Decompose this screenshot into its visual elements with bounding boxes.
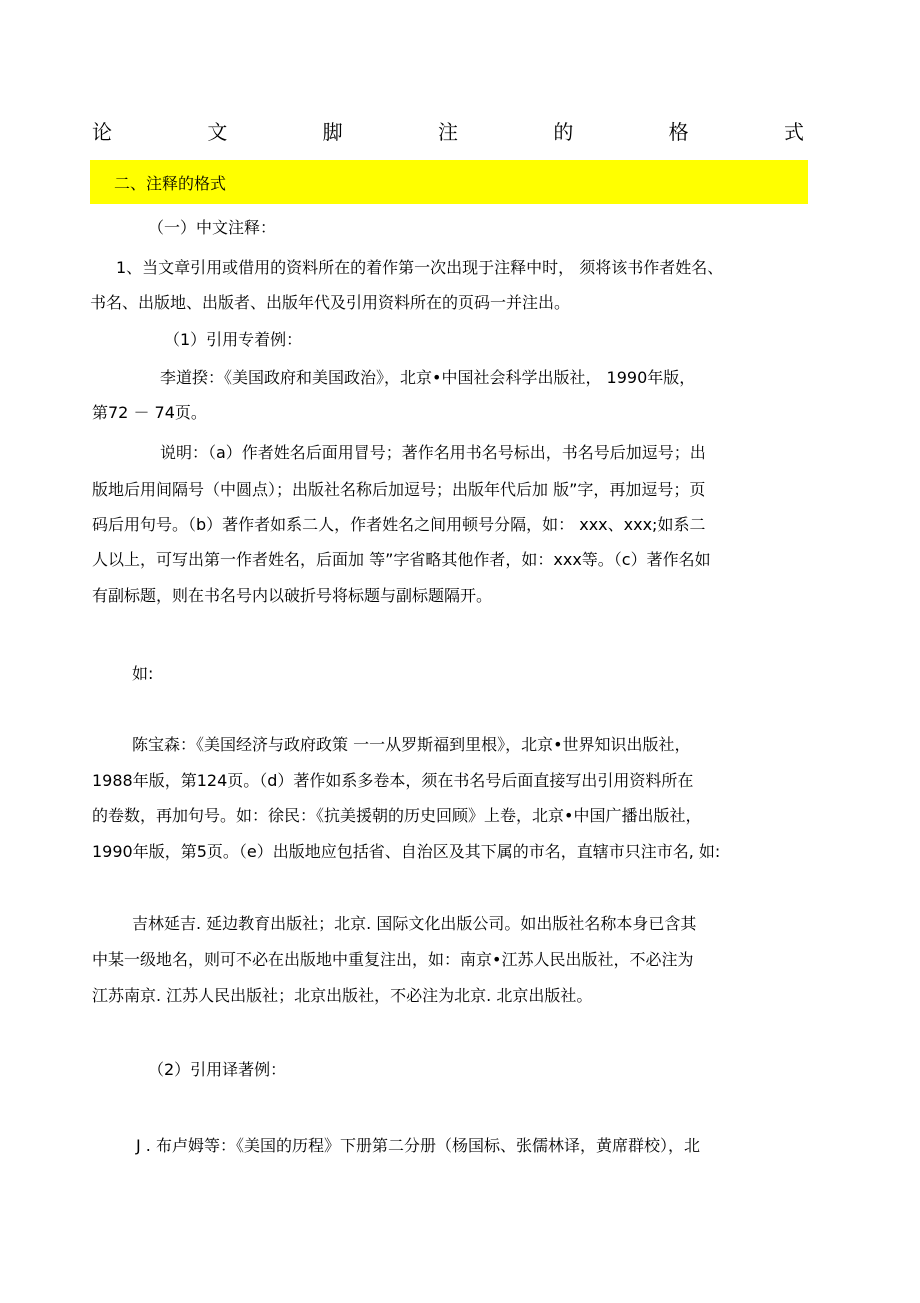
title-char: 注 — [437, 120, 458, 144]
example-intro: 如: — [132, 664, 154, 683]
paragraph-line: 中某一级地名，则可不必在出版地中重复注出，如：南京•江苏人民出版社，不必注为 — [92, 950, 694, 969]
title-char: 的 — [553, 120, 574, 144]
paragraph-line: 1、当文章引用或借用的资料所在的着作第一次出现于注释中时， 须将该书作者姓名、 — [116, 258, 724, 277]
section-heading-highlight — [90, 160, 808, 204]
paragraph-line: 书名、出版地、出版者、出版年代及引用资料所在的页码一并注出。 — [90, 293, 571, 312]
paragraph-line: 吉林延吉. 延边教育出版社；北京. 国际文化出版公司。如出版社名称本身已含其 — [132, 914, 697, 933]
paragraph-line: 江苏南京. 江苏人民出版社；北京出版社，不必注为北京. 北京出版社。 — [92, 986, 593, 1005]
paragraph-line: 陈宝森：《美国经济与政府政策 一一从罗斯福到里根》，北京•世界知识出版社， — [132, 735, 691, 754]
paragraph-line: 的卷数，再加句号。如：徐民：《抗美援朝的历史回顾》上卷，北京•中国广播出版社， — [92, 806, 702, 825]
example-heading: （2）引用译著例： — [148, 1060, 287, 1079]
title-char: 格 — [668, 120, 689, 144]
title-char: 脚 — [322, 120, 343, 144]
note-line: 版地后用间隔号（中圆点）；出版社名称后加逗号；出版年代后加 版”字，再加逗号；页 — [92, 480, 706, 499]
paragraph-line: 1988年版，第124页。（d）著作如系多卷本，须在书名号后面直接写出引用资料所在 — [92, 771, 694, 790]
note-line: 码后用句号。（b）著作者如系二人，作者姓名之间用顿号分隔，如： xxx、xxx;如系二 — [92, 515, 706, 534]
example-heading: （1）引用专着例： — [164, 330, 303, 349]
title-char: 式 — [783, 120, 804, 144]
paragraph-line: 1990年版，第5页。（e）出版地应包括省、自治区及其下属的市名，直辖市只注市名, 如: — [92, 842, 721, 861]
subsection-heading: （一）中文注释： — [148, 218, 277, 237]
section-heading: 二、注释的格式 — [114, 174, 227, 193]
page-title — [92, 120, 804, 144]
example-line: 第72 － 74页。 — [92, 403, 207, 422]
note-line: 说明：（a）作者姓名后面用冒号；著作名用书名号标出，书名号后加逗号；出 — [160, 443, 706, 462]
note-line: 有副标题，则在书名号内以破折号将标题与副标题隔开。 — [92, 586, 493, 605]
paragraph-line: J . 布卢姆等：《美国的历程》下册第二分册（杨国标、张儒林译，黄席群校），北 — [136, 1136, 700, 1155]
title-char: 文 — [207, 120, 228, 144]
title-char: 论 — [92, 120, 112, 144]
example-line: 李道揆：《美国政府和美国政治》，北京•中国社会科学出版社， 1990年版， — [160, 368, 696, 387]
note-line: 人以上，可写出第一作者姓名，后面加 等”字省略其他作者，如：xxx等。（c）著作名如 — [92, 550, 711, 569]
